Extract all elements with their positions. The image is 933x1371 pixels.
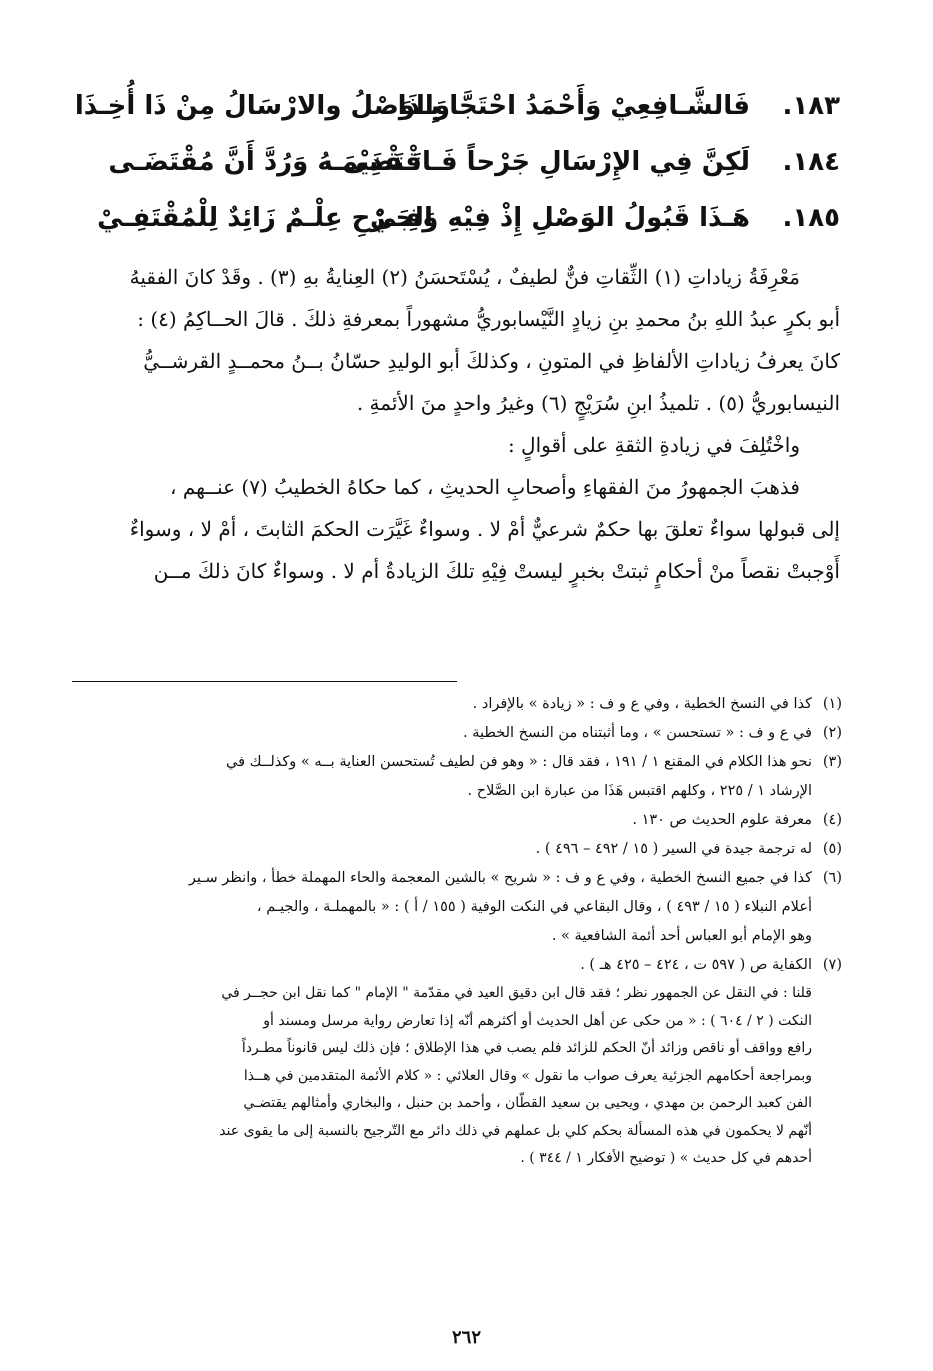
verse-number: ١٨٤.	[782, 147, 840, 177]
verse-second-hemistich: تَـقْدِيْمَـهُ وَرُدَّ أَنَّ مُقْتَضَـى	[108, 147, 422, 177]
verse-185	[80, 192, 840, 244]
footnote	[72, 719, 842, 748]
footnote	[72, 951, 842, 980]
footnote-line: له ترجمة جيدة في السير ( ١٥ / ٤٩٢ – ٤٩٦ ) .	[535, 841, 812, 857]
footnote-line: أعلام النبلاء ( ١٥ / ٤٩٣ ) ، وقال البقاعي في النكت الوفية ( ١٥٥ / أ ) : « بالمهملـة ، والجيـم ،	[256, 899, 812, 915]
footnote-line: نحو هذا الكلام في المقنع ١ / ١٩١ ، فقد قال : « وهو فن لطيف تُستحسن العناية بــه » وكذلــك في	[226, 754, 812, 770]
footnote-number: (٢)	[822, 725, 842, 741]
commentary-line: أحدهم في كل حديث » ( توضيح الأفكار ١ / ٣٤٤ ) .	[520, 1150, 812, 1166]
footnote-line: معرفة علوم الحديث ص ١٣٠ .	[632, 812, 812, 828]
footnote-line: كذا في النسخ الخطية ، وفي ع و ف : « زيادة » بالإفراد .	[472, 696, 812, 712]
page-number: ٢٦٢	[451, 1327, 481, 1348]
footnote	[72, 864, 842, 951]
footnote	[72, 690, 842, 719]
footnote-line: الإرشاد ١ / ٢٢٥ ، وكلهم اقتبس هَذَا من عبارة ابن الصَّلاح .	[467, 783, 812, 799]
footnote-line: وهو الإمام أبو العباس أحد أئمة الشافعية » .	[551, 928, 812, 944]
commentary-line: أنّهم لا يحكمون في هذه المسألة بحكم كلي بل عملهم في ذلك دائر مع التّرجيح بالنسبة إلى ما يقوى عند	[219, 1122, 812, 1139]
footnote-line: كذا في جميع النسخ الخطية ، وفي ع و ف : « شريح » بالشين المعجمة والحاء المهملة خطأ ، وانظر سـير	[188, 870, 812, 886]
verse-second-hemistich: وَالوَصْلُ والارْسَالُ مِنْ ذَا أُخِـذَا	[74, 91, 450, 121]
verse-first-hemistich: لَكِنَّ فِي الإِرْسَالِ جَرْحاً فَـاقْتَضَى	[342, 147, 750, 177]
footnote-number: (٧)	[822, 957, 842, 973]
footnote-line: في ع و ف : « تستحسن » ، وما أثبتناه من النسخ الخطية .	[463, 725, 812, 741]
verse-184	[80, 136, 840, 188]
commentary-line: الفن كعبد الرحمن بن مهدي ، ويحيى بن سعيد القطّان ، وأحمد بن حنبل ، والبخاري وأمثالهم يقتضـي	[243, 1095, 812, 1111]
body-line: مَعْرِفَةُ زياداتِ (١) الثِّقاتِ فنٌّ لطيفٌ ، يُسْتَحسَنُ (٢) العِنايةُ بهِ (٣) . وقَدْ كانَ الفقيهُ	[129, 265, 800, 289]
footnote-number: (٦)	[822, 870, 842, 886]
commentary-line: النكت ( ٢ / ٦٠٤ ) : « من حكى عن أهل الحديث أو أكثرهم أنّه إذا تعارض رواية مرسل ومسند أو	[263, 1012, 812, 1029]
footnote-line: الكفاية ص ( ٥٩٧ ت ، ٤٢٤ – ٤٢٥ هـ ) .	[580, 957, 812, 973]
footnote	[72, 748, 842, 806]
footnote	[72, 835, 842, 864]
body-line: النيسابوريُّ (٥) . تلميذُ ابنِ سُرَيْجٍ (٦) وغيرُ واحدٍ منَ الأئمةِ .	[356, 391, 840, 415]
verse-first-hemistich: فَالشَّـافِعِيْ وَأَحْمَدُ احْتَجَّا بِـذَا	[397, 91, 750, 121]
footnote-commentary	[72, 980, 842, 1173]
footnote-number: (١)	[822, 696, 842, 712]
body-line: كانَ يعرفُ زياداتِ الألفاظِ في المتونِ ، وكذلكَ أبو الوليدِ حسّانُ بــنُ محمــدٍ القرشــيُّ	[143, 349, 840, 373]
verse-second-hemistich: الجَـرْحِ عِلْـمٌ زَائِدٌ لِلْمُقْتَفِـيْ	[97, 203, 433, 233]
footnote-number: (٣)	[822, 754, 842, 770]
commentary-line: رافع وواقف أو ناقص وزائد أنّ الحكم للزائد فلم يصب في هذا الإطلاق ؛ فإن ذلك ليس قانوناً مطـرداً	[241, 1040, 812, 1056]
verse-number: ١٨٣.	[782, 91, 840, 121]
body-line: أَوْجبتْ نقصاً منْ أحكامٍ ثبتتْ بخبرٍ ليستْ فِيْهِ تلكَ الزيادةُ أم لا . وسواءٌ كانَ ذلكَ مــن	[153, 559, 840, 583]
footnotes	[72, 690, 842, 1173]
commentary-line: وبمراجعة أحكامهم الجزئية يعرف صواب ما نقول » وقال العلائي : « كلام الأئمة المتقدمين في هــذا	[243, 1067, 812, 1084]
footnote	[72, 806, 842, 835]
verse-183	[74, 80, 840, 132]
commentary-text	[80, 256, 840, 592]
verse-first-hemistich: هَـذَا قَبُولُ الوَصْلِ إِذْ فِيْهِ وَفِـيْ	[370, 203, 750, 233]
body-line: أبو بكرٍ عبدُ اللهِ بنُ محمدِ بنِ زيادٍ النَّيْسابوريُّ مشهوراً بمعرفةِ ذلكَ . قالَ الحــاكِمُ (٤) :	[137, 307, 840, 331]
commentary-line: قلنا : في النقل عن الجمهور نظر ؛ فقد قال ابن دقيق العيد في مقدّمة " الإمام " كما نقل ابن حجــر في	[221, 985, 812, 1001]
verse-number: ١٨٥.	[782, 203, 840, 233]
footnote-number: (٤)	[822, 812, 842, 828]
body-line: إلى قبولها سواءٌ تعلقَ بها حكمٌ شرعيٌّ أمْ لا . وسواءٌ غَيَّرَت الحكمَ الثابتَ ، أمْ لا ، وسواءٌ	[129, 517, 840, 541]
body-line: واخْتُلِفَ في زيادةِ الثقةِ على أقوالٍ :	[507, 433, 800, 457]
body-line: فذهبَ الجمهورُ منَ الفقهاءِ وأصحابِ الحديثِ ، كما حكاهُ الخطيبُ (٧) عنــهم ،	[170, 475, 800, 499]
footnote-number: (٥)	[822, 841, 842, 857]
footnote-separator	[72, 681, 457, 682]
